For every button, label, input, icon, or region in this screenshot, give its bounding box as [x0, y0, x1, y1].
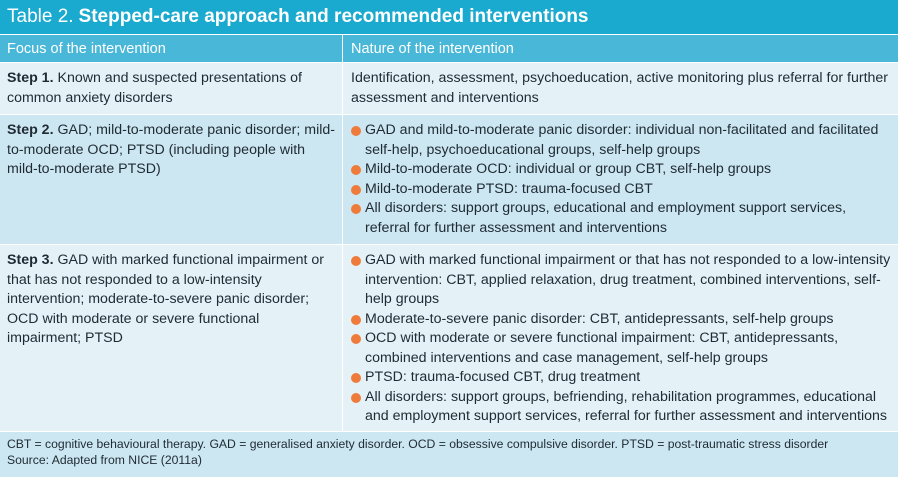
list-item: Mild-to-moderate PTSD: trauma-focused CBT [351, 180, 892, 200]
step-label: Step 3. [7, 252, 54, 268]
bullet-dot-icon [351, 315, 361, 325]
table-row-step-1 [0, 62, 898, 114]
nature-cell [343, 63, 898, 114]
table-footnote [0, 431, 898, 477]
focus-text: Known and suspected presentations of common anxiety disorders [7, 70, 302, 106]
list-item: All disorders: support groups, befriending, rehabilitation programmes, educational and employment support services, referral for further assessment and interventions [351, 388, 892, 427]
focus-text: GAD with marked functional impairment or that has not responded to a low-intensity intervention; moderate-to-severe panic disorder; OCD with moderate or severe functional impairment; PTSD [7, 252, 324, 346]
focus-text: GAD; mild-to-moderate panic disorder; mild-to-moderate OCD; PTSD (including people with mild-to-moderate PTSD) [7, 122, 336, 177]
list-item: Mild-to-moderate OCD: individual or group CBT, self-help groups [351, 160, 892, 180]
list-item: All disorders: support groups, educational and employment support services, referral for further assessment and interventions [351, 199, 892, 238]
abbreviations-note: CBT = cognitive behavioural therapy. GAD = generalised anxiety disorder. OCD = obsessive compulsive disorder. PTSD = post-traumatic stress disorder [7, 437, 829, 451]
intervention-list [351, 121, 892, 238]
list-item: GAD with marked functional impairment or that has not responded to a low-intensity intervention: CBT, applied relaxation, drug treatment, combined interventions, self-help groups [351, 251, 892, 310]
nature-text: Identification, assessment, psychoeducation, active monitoring plus referral for further assessment and interventions [351, 70, 889, 106]
list-item: OCD with moderate or severe functional impairment: CBT, antidepressants, combined interventions and case management, self-help groups [351, 329, 892, 368]
nature-cell [343, 115, 898, 244]
nature-cell [343, 245, 898, 433]
intervention-list [351, 251, 892, 427]
step-label: Step 1. [7, 70, 54, 86]
table-number: Table 2. [7, 6, 74, 27]
header-nature: Nature of the intervention [351, 41, 514, 57]
header-focus: Focus of the intervention [0, 35, 343, 62]
focus-cell [0, 245, 343, 433]
table-header [0, 34, 898, 62]
bullet-dot-icon [351, 126, 361, 136]
list-item: GAD and mild-to-moderate panic disorder: individual non-facilitated and facilitated self-help, psychoeducational groups, self-help groups [351, 121, 892, 160]
table-title-text: Stepped-care approach and recommended interventions [78, 6, 589, 27]
list-item: Moderate-to-severe panic disorder: CBT, antidepressants, self-help groups [351, 310, 892, 330]
focus-cell [0, 115, 343, 244]
bullet-dot-icon [351, 204, 361, 214]
bullet-dot-icon [351, 165, 361, 175]
source-note: Source: Adapted from NICE (2011a) [7, 453, 202, 467]
step-label: Step 2. [7, 122, 54, 138]
table-row-step-3 [0, 244, 898, 433]
bullet-dot-icon [351, 185, 361, 195]
focus-cell [0, 63, 343, 114]
bullet-dot-icon [351, 256, 361, 266]
table-row-step-2 [0, 114, 898, 244]
bullet-dot-icon [351, 393, 361, 403]
list-item: PTSD: trauma-focused CBT, drug treatment [351, 368, 892, 388]
bullet-dot-icon [351, 373, 361, 383]
bullet-dot-icon [351, 334, 361, 344]
table-title [0, 0, 898, 34]
